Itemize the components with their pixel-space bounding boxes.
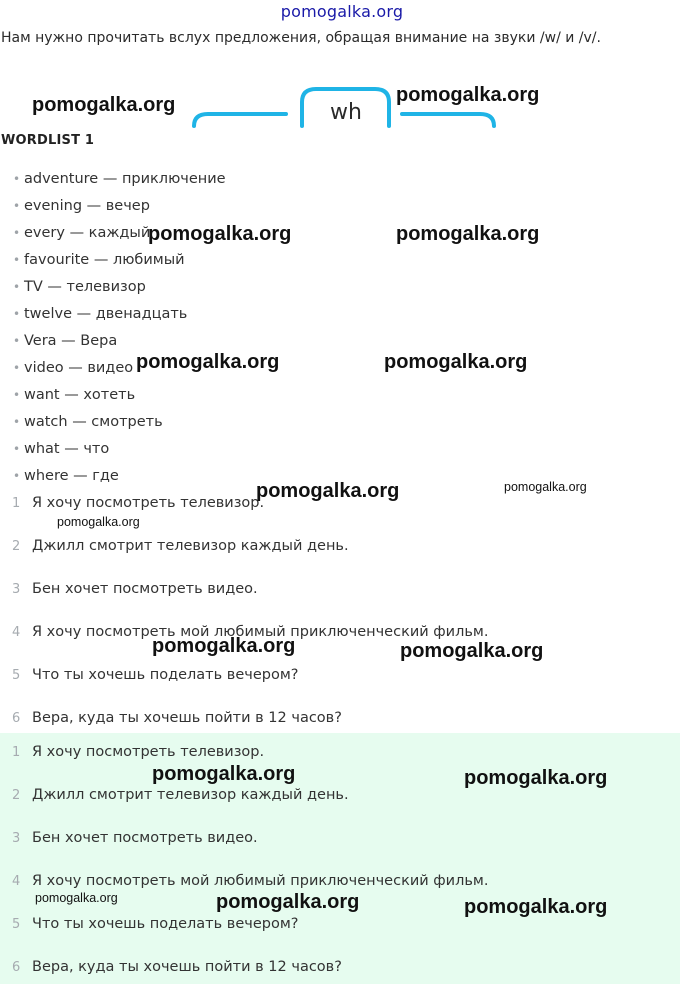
sentence-number: 1 [12,496,21,511]
sentence-number: 5 [12,668,21,683]
list-item: • favourite — любимый [0,247,226,274]
sentence-text: Джилл смотрит телевизор каждый день. [32,787,349,803]
sentence-number: 3 [12,831,21,846]
watermark: pomogalka.org [400,640,544,662]
bullet-icon: • [13,253,21,267]
sentence-text: Вера, куда ты хочешь пойти в 12 часов? [32,959,342,975]
sentence-text: Я хочу посмотреть телевизор. [32,744,265,760]
bullet-icon: • [13,442,21,456]
sentence-number: 2 [12,788,21,803]
watermark: pomogalka.org [148,223,292,245]
bullet-icon: • [13,361,21,375]
watermark: pomogalka.org [57,515,140,529]
watermark: pomogalka.org [32,94,176,116]
watermark: pomogalka.org [396,84,540,106]
bullet-icon: • [13,172,21,186]
list-item: • where — где [0,463,226,490]
bullet-icon: • [13,469,21,483]
bullet-icon: • [13,388,21,402]
sentence-text: Бен хочет посмотреть видео. [32,581,258,597]
watermark: pomogalka.org [504,480,587,494]
list-item: • every — каждый [0,220,226,247]
bullet-icon: • [13,334,21,348]
sentence-number: 4 [12,625,21,640]
watermark: pomogalka.org [152,763,296,785]
sentence-item [0,954,680,997]
watermark: pomogalka.org [464,767,608,789]
list-item: • twelve — двенадцать [0,301,226,328]
watermark: pomogalka.org [256,480,400,502]
task-instruction: Нам нужно прочитать вслух предложения, обращая внимание на звуки /w/ и /v/. [1,30,601,46]
list-item: • TV — телевизор [0,274,226,301]
sentence-number: 1 [12,745,21,760]
sentence-number: 3 [12,582,21,597]
watermark: pomogalka.org [216,891,360,913]
sentence-text: Я хочу посмотреть мой любимый приключенческий фильм. [32,624,489,640]
sentence-item [0,662,680,705]
sentence-text: Бен хочет посмотреть видео. [32,830,258,846]
sound-badge-label: wh [330,100,362,125]
sentence-number: 6 [12,960,21,975]
sentence-number: 4 [12,874,21,889]
sentence-text: Вера, куда ты хочешь пойти в 12 часов? [32,710,342,726]
watermark: pomogalka.org [464,896,608,918]
bullet-icon: • [13,226,21,240]
sentence-text: Что ты хочешь поделать вечером? [32,916,299,932]
watermark: pomogalka.org [136,351,280,373]
list-item: • Vera — Вера [0,328,226,355]
list-item: • evening — вечер [0,193,226,220]
sentence-number: 2 [12,539,21,554]
wordlist [0,166,226,490]
list-item: • what — что [0,436,226,463]
watermark: pomogalka.org [35,891,118,905]
sentence-item [0,576,680,619]
sentence-text: Я хочу посмотреть телевизор. [32,495,265,511]
sentence-text: Джилл смотрит телевизор каждый день. [32,538,349,554]
list-item: • adventure — приключение [0,166,226,193]
watermark: pomogalka.org [384,351,528,373]
sentence-text: Я хочу посмотреть мой любимый приключенческий фильм. [32,873,489,889]
watermark: pomogalka.org [396,223,540,245]
sentence-text: Что ты хочешь поделать вечером? [32,667,299,683]
list-item: • watch — смотреть [0,409,226,436]
bullet-icon: • [13,280,21,294]
bullet-icon: • [13,415,21,429]
watermark: pomogalka.org [152,635,296,657]
site-logo[interactable]: pomogalka.org [280,2,404,21]
sentence-item [0,619,680,662]
list-item: • want — хотеть [0,382,226,409]
bullet-icon: • [13,199,21,213]
wordlist-title: WORDLIST 1 [1,133,95,148]
sentence-item [0,825,680,868]
bullet-icon: • [13,307,21,321]
sentence-item [0,533,680,576]
sentence-number: 5 [12,917,21,932]
list-item: • video — видео [0,355,226,382]
sentence-number: 6 [12,711,21,726]
